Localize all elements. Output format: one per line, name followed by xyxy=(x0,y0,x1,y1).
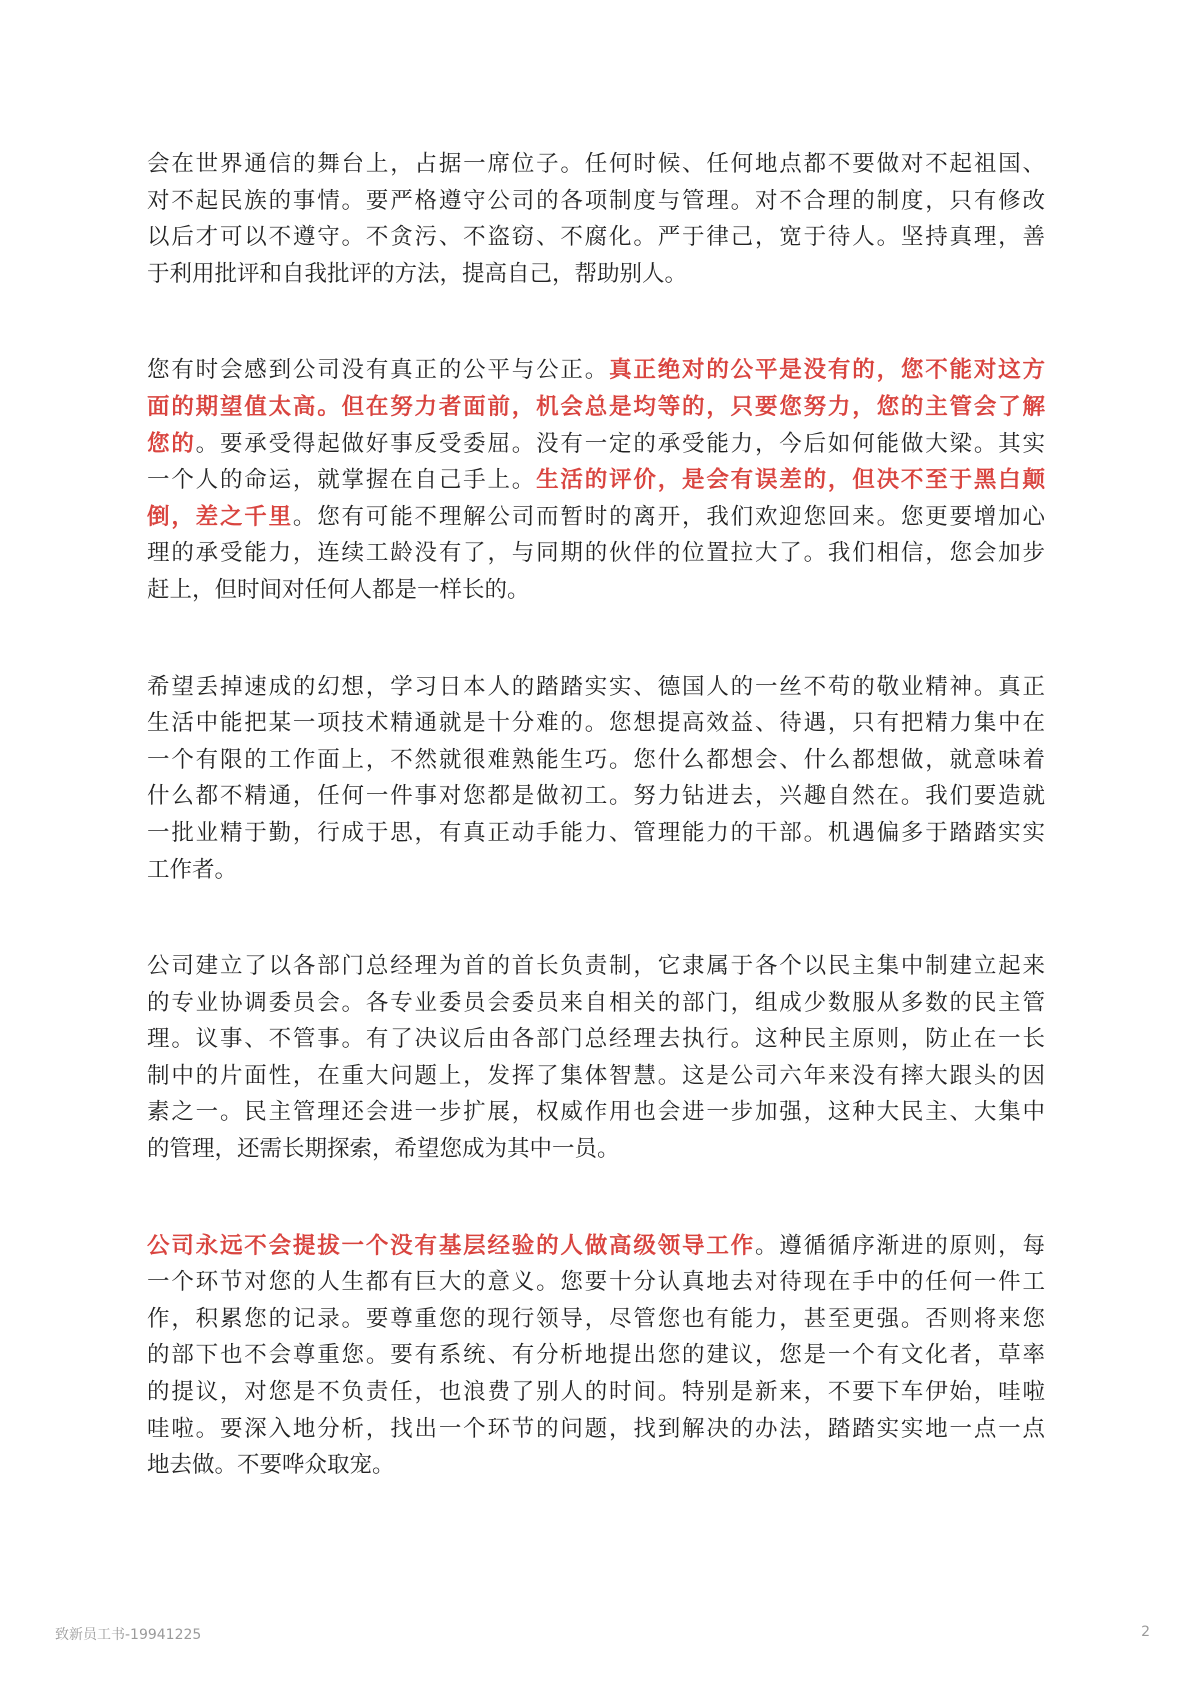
text-line xyxy=(147,219,1045,256)
text-line xyxy=(147,462,1045,499)
body-text: 。要承受得起做好事反受委屈。没有一定的承受能力，今后如何能做大梁。其实 xyxy=(195,430,1045,457)
text-line xyxy=(147,705,1045,742)
body-text: 理的承受能力，连续工龄没有了，与同期的伙伴的位置拉大了。我们相信，您会加步 xyxy=(147,540,1045,567)
highlighted-text: 真正绝对的公平是没有的，您不能对这方 xyxy=(609,357,1045,384)
body-text: 生活中能把某一项技术精通就是十分难的。您想提高效益、待遇，只有把精力集中在 xyxy=(147,710,1045,737)
text-line xyxy=(147,1264,1045,1301)
text-line xyxy=(147,1337,1045,1374)
body-text: 地去做。不要哗众取宠。 xyxy=(147,1452,395,1479)
body-text: 素之一。民主管理还会进一步扩展，权威作用也会进一步加强，这种大民主、大集中 xyxy=(147,1099,1045,1126)
text-line xyxy=(147,1058,1045,1095)
body-text: 的部下也不会尊重您。要有系统、有分析地提出您的建议，您是一个有文化者，草率 xyxy=(147,1342,1045,1369)
body-text: 对不起民族的事情。要严格遵守公司的各项制度与管理。对不合理的制度，只有修改 xyxy=(147,187,1045,214)
body-text: 一个有限的工作面上，不然就很难熟能生巧。您什么都想会、什么都想做，就意味着 xyxy=(147,746,1045,773)
footer-document-title: 致新员工书-19941225 xyxy=(55,1627,202,1643)
body-text: 的提议，对您是不负责任，也浪费了别人的时间。特别是新来，不要下车伊始，哇啦 xyxy=(147,1379,1045,1406)
body-text: 的管理，还需长期探索，希望您成为其中一员。 xyxy=(147,1136,620,1163)
text-line xyxy=(147,146,1045,183)
body-text: 一个人的命运，就掌握在自己手上。 xyxy=(147,467,537,494)
body-text: 。您有可能不理解公司而暂时的离开，我们欢迎您回来。您更要增加心 xyxy=(292,503,1045,530)
body-text: 以后才可以不遵守。不贪污、不盗窃、不腐化。严于律己，宽于待人。坚持真理，善 xyxy=(147,224,1045,251)
text-line xyxy=(147,256,1045,293)
body-text: 会在世界通信的舞台上，占据一席位子。任何时候、任何地点都不要做对不起祖国、 xyxy=(147,151,1045,177)
body-text: 哇啦。要深入地分析，找出一个环节的问题，找到解决的办法，踏踏实实地一点一点 xyxy=(147,1415,1045,1442)
text-line xyxy=(147,815,1045,852)
highlighted-text: 生活的评价，是会有误差的，但决不至于黑白颠 xyxy=(536,467,1045,494)
text-line xyxy=(147,1021,1045,1058)
body-text: 工作者。 xyxy=(147,856,238,883)
body-text: 。遵循循序渐进的原则，每 xyxy=(754,1232,1045,1259)
text-line xyxy=(147,426,1045,463)
text-line xyxy=(147,389,1045,426)
text-line xyxy=(147,1094,1045,1131)
text-line xyxy=(147,1447,1045,1484)
body-text: 您有时会感到公司没有真正的公平与公正。 xyxy=(147,357,610,384)
text-line xyxy=(147,499,1045,536)
text-line xyxy=(147,1131,1045,1168)
body-text: 作，积累您的记录。要尊重您的现行领导，尽管您也有能力，甚至更强。否则将来您 xyxy=(147,1305,1045,1332)
text-line xyxy=(147,352,1045,389)
document-body xyxy=(147,146,1045,1544)
paragraph xyxy=(147,352,1045,608)
text-line xyxy=(147,1228,1045,1265)
text-line xyxy=(147,948,1045,985)
body-text: 的专业协调委员会。各专业委员会委员来自相关的部门，组成少数服从多数的民主管 xyxy=(147,989,1045,1016)
highlighted-text: 倒，差之千里 xyxy=(147,503,293,530)
text-line xyxy=(147,183,1045,220)
highlighted-text: 面的期望值太高。但在努力者面前，机会总是均等的，只要您努力，您的主管会了解 xyxy=(147,393,1045,420)
body-text: 一批业精于勤，行成于思，有真正动手能力、管理能力的干部。机遇偏多于踏踏实实 xyxy=(147,819,1045,846)
paragraph xyxy=(147,948,1045,1168)
text-line xyxy=(147,985,1045,1022)
paragraph xyxy=(147,1228,1045,1484)
body-text: 公司建立了以各部门总经理为首的首长负责制，它隶属于各个以民主集中制建立起来 xyxy=(147,953,1045,980)
text-line xyxy=(147,1411,1045,1448)
text-line xyxy=(147,1301,1045,1338)
footer-page-number: 2 xyxy=(1141,1624,1150,1640)
body-text: 希望丢掉速成的幻想，学习日本人的踏踏实实、德国人的一丝不苟的敬业精神。真正 xyxy=(147,673,1045,700)
highlighted-text: 公司永远不会提拔一个没有基层经验的人做高级领导工作 xyxy=(147,1232,755,1259)
text-line xyxy=(147,669,1045,706)
text-line xyxy=(147,535,1045,572)
paragraph xyxy=(147,146,1045,292)
text-line xyxy=(147,572,1045,609)
body-text: 于利用批评和自我批评的方法，提高自己，帮助别人。 xyxy=(147,260,688,287)
body-text: 什么都不精通，任何一件事对您都是做初工。努力钻进去，兴趣自然在。我们要造就 xyxy=(147,783,1045,810)
paragraph xyxy=(147,669,1045,889)
body-text: 理。议事、不管事。有了决议后由各部门总经理去执行。这种民主原则，防止在一长 xyxy=(147,1026,1045,1053)
text-line xyxy=(147,778,1045,815)
highlighted-text: 您的 xyxy=(147,430,196,457)
body-text: 制中的片面性，在重大问题上，发挥了集体智慧。这是公司六年来没有摔大跟头的因 xyxy=(147,1062,1045,1089)
text-line xyxy=(147,742,1045,779)
text-line xyxy=(147,852,1045,889)
body-text: 一个环节对您的人生都有巨大的意义。您要十分认真地去对待现在手中的任何一件工 xyxy=(147,1269,1045,1296)
text-line xyxy=(147,1374,1045,1411)
body-text: 赶上，但时间对任何人都是一样长的。 xyxy=(147,576,530,603)
